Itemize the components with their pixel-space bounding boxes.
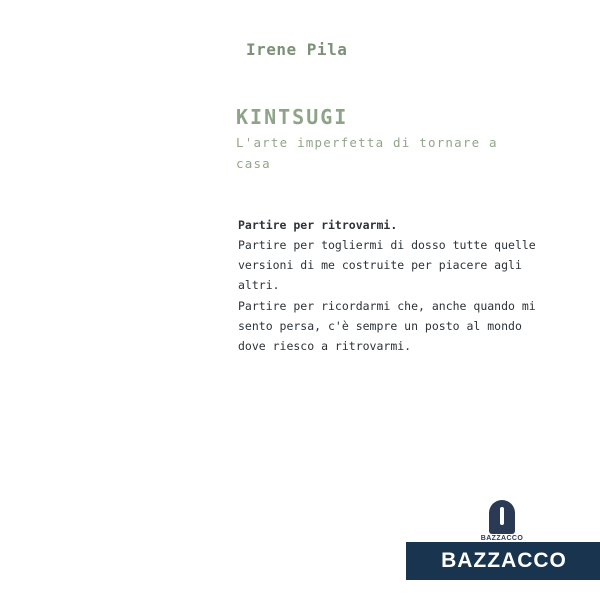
blurb-lead-line: Partire per ritrovarmi. [238,218,398,232]
blurb-paragraph-2: Partire per ricordarmi che, anche quando mi sento persa, c'è sempre un posto al mondo dove riesco a ritrovarmi. [238,298,536,353]
book-subtitle: L'arte imperfetta di tornare a casa [236,135,498,171]
publisher-name: BAZZACCO [441,549,567,572]
book-title: KINTSUGI [236,105,349,129]
publisher-logo-caption: BAZZACCO [480,535,524,542]
cover-page [208,0,600,600]
publisher-bar [406,542,600,580]
book-front [90,0,567,600]
tulip-emblem-icon [489,500,515,534]
author-name: Irene Pila [246,40,348,59]
cover-blurb [238,215,538,356]
publisher-logo [480,500,524,548]
blurb-paragraph-1: Partire per togliermi di dosso tutte quelle versioni di me costruite per piacere agli altri. [238,238,536,293]
